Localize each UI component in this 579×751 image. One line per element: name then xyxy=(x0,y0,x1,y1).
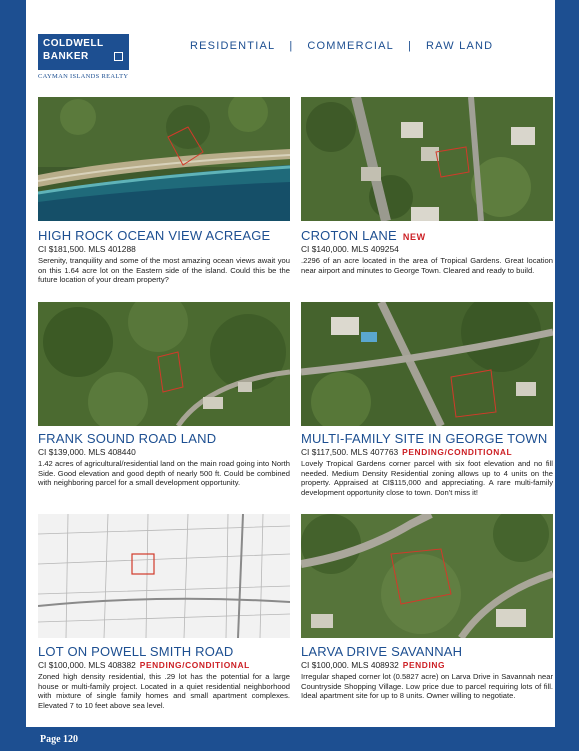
brand-subtitle: CAYMAN ISLANDS REALTY xyxy=(38,73,129,80)
listing-photo-larva-drive xyxy=(301,514,553,638)
category-nav xyxy=(190,40,493,52)
listing-photo-powell-smith-map xyxy=(38,514,290,638)
brand-logo xyxy=(38,34,129,70)
listing-price: CI $100,000. MLS 408932 xyxy=(301,660,399,670)
nav-item-raw-land: RAW LAND xyxy=(426,40,494,52)
listing-title: FRANK SOUND ROAD LAND xyxy=(38,431,217,446)
nav-item-commercial: COMMERCIAL xyxy=(307,40,394,52)
pending-badge: PENDING xyxy=(402,660,446,670)
aerial-coastline-image xyxy=(38,97,290,221)
listing-description: .2296 of an acre located in the area of Tropical Gardens. Great location near airport and minutes to George Town. Cleared and ready to build. xyxy=(301,256,553,275)
nav-item-residential: RESIDENTIAL xyxy=(190,40,276,52)
listing-title: LOT ON POWELL SMITH ROAD xyxy=(38,644,234,659)
new-badge: NEW xyxy=(402,232,426,242)
aerial-forest-image xyxy=(38,302,290,426)
listing-title: CROTON LANE xyxy=(301,228,397,243)
listing-price-row xyxy=(38,660,250,670)
listing-title-row xyxy=(301,228,426,243)
listing-title: HIGH ROCK OCEAN VIEW ACREAGE xyxy=(38,228,271,243)
listing-description: Serenity, tranquility and some of the most amazing ocean views await you on this 1.64 acre lot on the Eastern side of the island. Could this be the future location of your dream property? xyxy=(38,256,290,285)
brand-line-1: COLDWELL xyxy=(43,38,104,49)
parcel-map-image xyxy=(38,514,290,638)
listing-photo-multi-family xyxy=(301,302,553,426)
listing-title: MULTI-FAMILY SITE IN GEORGE TOWN xyxy=(301,431,548,446)
listing-photo-frank-sound xyxy=(38,302,290,426)
pending-badge: PENDING/CONDITIONAL xyxy=(139,660,250,670)
brand-line-2: BANKER xyxy=(43,51,89,62)
pending-badge: PENDING/CONDITIONAL xyxy=(402,447,513,457)
listing-description: Irregular shaped corner lot (0.5827 acre) on Larva Drive in Savannah near Countryside Shopping Village. Low price due to parcel requiring lots of fill. Ideal apartment site for up to 8 units. Owner willing to negotiate. xyxy=(301,672,553,701)
page-number: Page 120 xyxy=(40,734,79,745)
page-frame-bottom xyxy=(0,727,579,751)
nav-separator: | xyxy=(407,40,413,52)
listing-photo-high-rock xyxy=(38,97,290,221)
listing-price: CI $117,500. MLS 407763 xyxy=(301,447,399,457)
listing-title: LARVA DRIVE SAVANNAH xyxy=(301,644,463,659)
listing-price-row xyxy=(301,447,512,457)
page-frame-right xyxy=(555,0,579,751)
aerial-suburb-image xyxy=(301,514,553,638)
aerial-intersection-image xyxy=(301,302,553,426)
listing-price: CI $100,000. MLS 408382 xyxy=(38,660,136,670)
listing-price: CI $181,500. MLS 401288 xyxy=(38,244,136,254)
page-frame-left xyxy=(0,0,26,751)
nav-separator: | xyxy=(289,40,294,52)
listing-description: 1.42 acres of agricultural/residential land on the main road going into North Side. Good elevation and good depth of nearly 500 ft. Could be combined with neighboring parcel for a small development opportunity. xyxy=(38,459,290,488)
listing-price: CI $140,000. MLS 409254 xyxy=(301,244,399,254)
listing-description: Lovely Tropical Gardens corner parcel with six foot elevation and no fill needed. Medium Density Residential zoning allows up to 4 units on the property. Appraised at CI$115,000 and appreciating. A rare multi-family development opportunity close to town. Don't miss it! xyxy=(301,459,553,497)
aerial-neighborhood-image xyxy=(301,97,553,221)
listing-photo-croton-lane xyxy=(301,97,553,221)
listing-price-row xyxy=(301,660,445,670)
brand-mark-icon xyxy=(114,52,123,61)
listing-description: Zoned high density residential, this .29 lot has the potential for a large house or multi-family project. Located in a quiet residential neighborhood with mixture of single family homes and small apartment complexes. Elevated 7 to 10 feet above sea level. xyxy=(38,672,290,710)
listing-price: CI $139,000. MLS 408440 xyxy=(38,447,136,457)
